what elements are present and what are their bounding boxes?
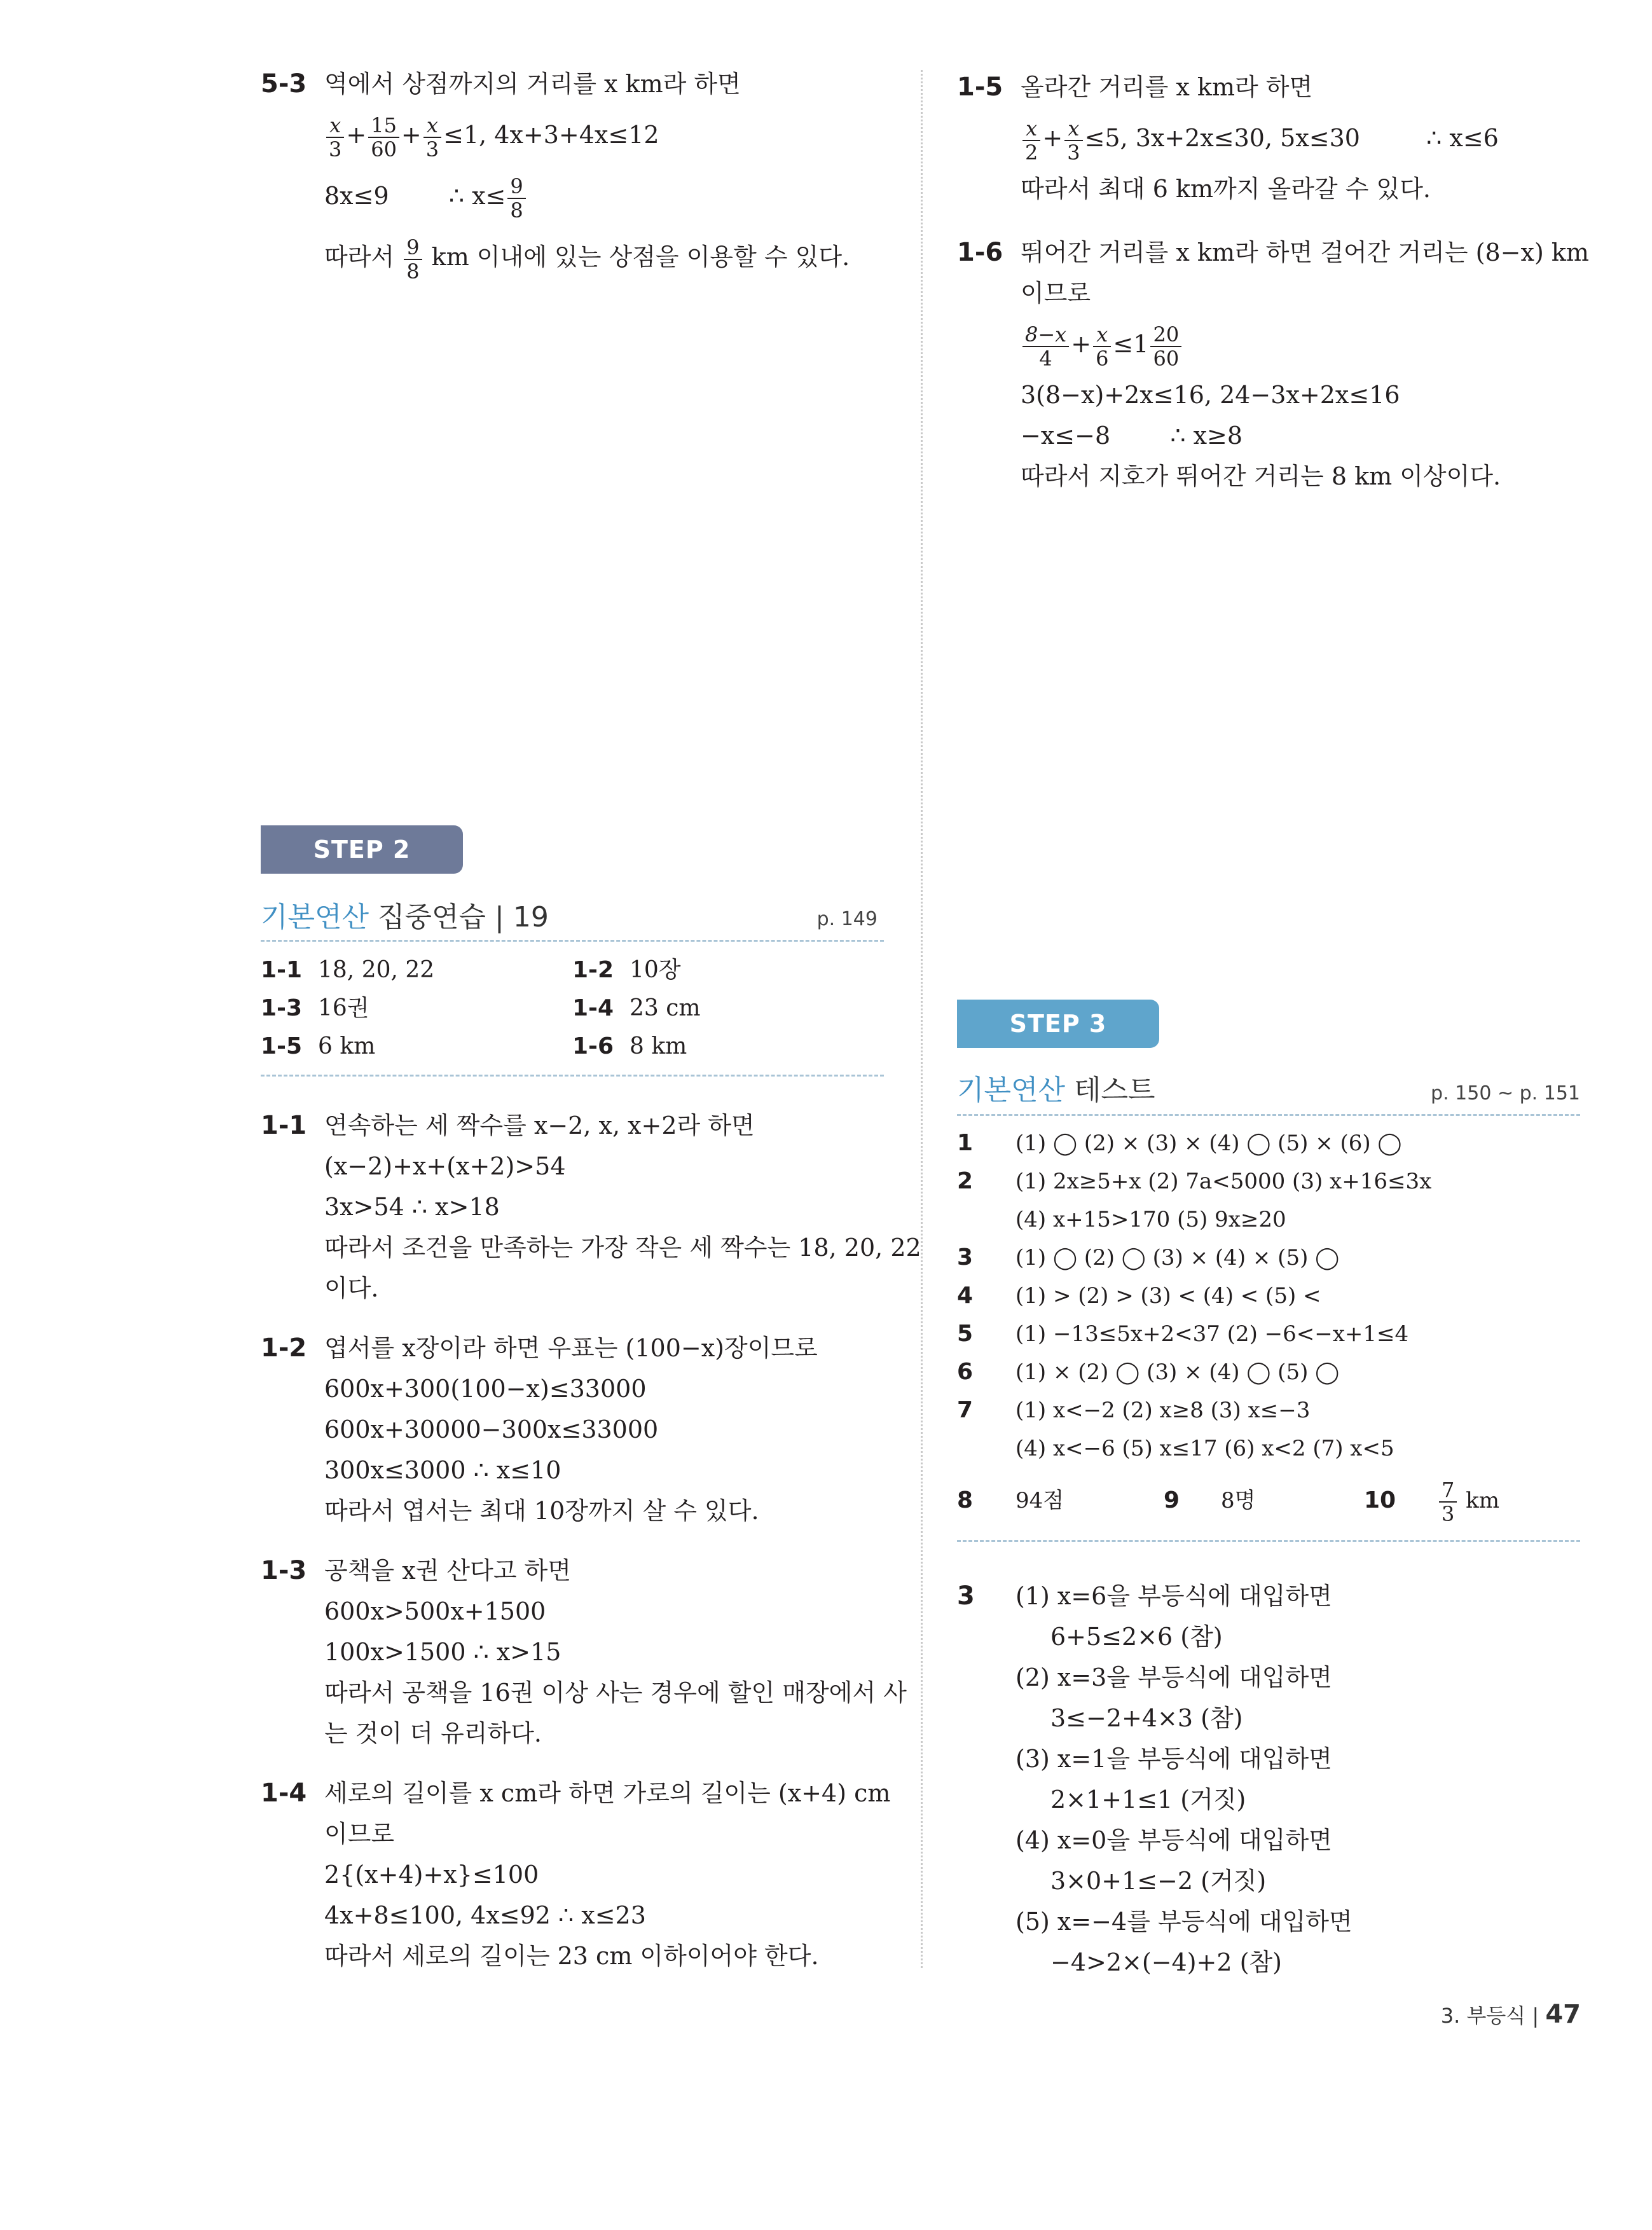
answer-text: (1) × (2) ◯ (3) × (4) ◯ (5) ◯	[1015, 1359, 1340, 1385]
answer-value: 23 cm	[630, 995, 701, 1021]
answer-key: 1-3	[261, 995, 303, 1021]
equation-line: 2{(x+4)+x}≤100	[324, 1861, 539, 1889]
title-rest: 테스트	[1074, 1074, 1155, 1106]
problem-number: 3	[957, 1581, 975, 1611]
equation-line: 3x>54 ∴ x>18	[324, 1193, 500, 1221]
equation-line: $\frac{x}{3}$ + $\frac{15}{60}$ + $\frac{x}{3}$ ≤1, 4x+3+4x≤12	[324, 104, 884, 165]
text-line: 따라서 조건을 만족하는 가장 작은 세 짝수는 18, 20, 22	[324, 1234, 921, 1262]
answer-number: 2	[957, 1168, 974, 1194]
equation-line: 3≤−2+4×3 (참)	[1050, 1704, 1243, 1732]
text-line: 이므로	[324, 1820, 395, 1848]
text-line: 엽서를 x장이라 하면 우표는 (100−x)장이므로	[324, 1334, 818, 1362]
answer-row-8-10	[957, 1475, 1580, 1526]
equation-line: $\frac{8-x}{4}$ + $\frac{x}{6}$ ≤1 $\frac{20}{60}$	[1021, 313, 1580, 375]
answer-text: (1) ◯ (2) × (3) × (4) ◯ (5) × (6) ◯	[1015, 1131, 1402, 1156]
answer-text: 8명	[1221, 1488, 1256, 1513]
equation-part: −x≤−8	[1021, 422, 1111, 450]
answer-text: (1) −13≤5x+2<37 (2) −6<−x+1≤4	[1015, 1321, 1409, 1347]
text-line	[324, 226, 884, 287]
equation-line: 600x>500x+1500	[324, 1597, 546, 1625]
problem-number: 1-4	[261, 1779, 307, 1808]
answer-number: 1	[957, 1130, 974, 1156]
equation-line: 100x>1500 ∴ x>15	[324, 1638, 561, 1666]
answer-text: (1) > (2) > (3) < (4) < (5) <	[1015, 1283, 1321, 1309]
equation-line: 600x+30000−300x≤33000	[324, 1415, 659, 1443]
answer-row	[957, 1277, 1580, 1315]
answer-text	[1437, 1475, 1499, 1526]
answer-text: 94점	[1015, 1488, 1064, 1513]
answer-value: 6 km	[318, 1033, 376, 1059]
text-line: 연속하는 세 짝수를 x−2, x, x+2라 하면	[324, 1112, 755, 1139]
text-line: 역에서 상점까지의 거리를 x km라 하면	[324, 70, 741, 98]
equation-line	[324, 165, 884, 226]
equation-part: ∴ x≤	[448, 182, 506, 210]
answer-number: 8	[957, 1487, 974, 1513]
text-line: 따라서 공책을 16권 이상 사는 경우에 할인 매장에서 사	[324, 1679, 907, 1707]
answer-text: (1) 2x≥5+x (2) 7a<5000 (3) x+16≤3x	[1015, 1169, 1432, 1194]
problem-number: 1-2	[261, 1333, 307, 1363]
fraction: $\frac{20}{60}$	[1150, 323, 1181, 370]
equation-line: $\frac{x}{2}$ + $\frac{x}{3}$ ≤5, 3x+2x≤30, 5x≤30 ∴ x≤6	[1021, 107, 1580, 169]
answer-number: 3	[957, 1244, 974, 1270]
fraction: $\frac{x}{3}$	[1064, 117, 1082, 164]
answer-text: (4) x<−6 (5) x≤17 (6) x<2 (7) x<5	[1015, 1436, 1394, 1461]
answer-number: 9	[1164, 1487, 1180, 1513]
fraction: $\frac{x}{2}$	[1022, 117, 1040, 164]
dashed-rule	[957, 1114, 1580, 1116]
problem-number: 1-6	[957, 238, 1003, 267]
answer-row	[957, 1391, 1580, 1429]
page-number: 47	[1545, 2000, 1581, 2029]
fraction: $\frac{8-x}{4}$	[1022, 323, 1069, 370]
answer-key: 1-5	[261, 1033, 303, 1059]
answer-1-5	[261, 1028, 375, 1066]
answer-number: 6	[957, 1359, 974, 1385]
fraction: $\frac{9}{8}$	[404, 236, 422, 283]
answer-row	[957, 1429, 1580, 1468]
text-line: (4) x=0을 부등식에 대입하면	[1015, 1826, 1332, 1854]
answer-row	[957, 1315, 1580, 1353]
text-line: 따라서 세로의 길이는 23 cm 이하이어야 한다.	[324, 1942, 819, 1970]
equation-line: 4x+8≤100, 4x≤92 ∴ x≤23	[324, 1901, 646, 1929]
equation-part: ≤5, 3x+2x≤30, 5x≤30	[1084, 124, 1360, 152]
dashed-rule	[261, 940, 884, 942]
answer-row	[957, 1239, 1580, 1277]
equation-line: −4>2×(−4)+2 (참)	[1050, 1948, 1282, 1976]
equation-line: 3(8−x)+2x≤16, 24−3x+2x≤16	[1021, 381, 1400, 409]
answer-1-4	[572, 989, 701, 1028]
chapter-label: 3. 부등식 |	[1440, 2004, 1539, 2028]
text-line: 이므로	[1021, 279, 1091, 307]
title-accent: 기본연산	[261, 901, 369, 933]
equation-tail: ≤1, 4x+3+4x≤12	[443, 121, 659, 149]
section-title-step3	[957, 1068, 1155, 1113]
text-line: 이다.	[324, 1274, 379, 1302]
text-line: 공책을 x권 산다고 하면	[324, 1557, 572, 1585]
equation-part: ∴ x≥8	[1170, 422, 1243, 450]
text-part: km 이내에 있는 상점을 이용할 수 있다.	[431, 243, 850, 271]
dashed-rule	[261, 1075, 884, 1077]
text-line: (1) x=6을 부등식에 대입하면	[1015, 1582, 1332, 1610]
answer-key: 1-1	[261, 957, 303, 983]
fraction: $\frac{x}{3}$	[423, 114, 441, 161]
text-part: 따라서	[324, 243, 395, 271]
fraction: $\frac{x}{6}$	[1093, 323, 1111, 370]
equation-line: 300x≤3000 ∴ x≤10	[324, 1456, 561, 1484]
answer-value: 16권	[318, 995, 369, 1021]
equation-line: 600x+300(100−x)≤33000	[324, 1375, 647, 1403]
step3-badge: STEP 3	[957, 1000, 1159, 1048]
problem-number: 1-3	[261, 1556, 307, 1585]
answer-row	[957, 1353, 1580, 1391]
page-reference: p. 149	[816, 908, 878, 930]
answer-row	[957, 1124, 1580, 1162]
equation-line: 3×0+1≤−2 (거짓)	[1050, 1867, 1267, 1895]
text-line: 따라서 엽서는 최대 10장까지 살 수 있다.	[324, 1497, 759, 1525]
equation-line: 2×1+1≤1 (거짓)	[1050, 1786, 1246, 1814]
page-footer	[1441, 2000, 1581, 2029]
text-line: (3) x=1을 부등식에 대입하면	[1015, 1745, 1332, 1773]
dashed-rule	[957, 1540, 1580, 1542]
step2-badge: STEP 2	[261, 825, 463, 874]
problem-number: 5-3	[261, 69, 307, 99]
answer-row	[957, 1201, 1580, 1239]
answer-text: (4) x+15>170 (5) 9x≥20	[1015, 1207, 1286, 1232]
text-line: 따라서 지호가 뛰어간 거리는 8 km 이상이다.	[1021, 462, 1501, 490]
equation-line: 6+5≤2×6 (참)	[1050, 1623, 1223, 1651]
unit: km	[1466, 1488, 1500, 1513]
text-line: (2) x=3을 부등식에 대입하면	[1015, 1663, 1332, 1691]
answer-row	[957, 1162, 1580, 1201]
answer-text: (1) ◯ (2) ◯ (3) × (4) × (5) ◯	[1015, 1245, 1340, 1270]
fraction: $\frac{7}{3}$	[1439, 1478, 1457, 1525]
answer-value: 10장	[630, 957, 681, 983]
answer-value: 8 km	[630, 1033, 687, 1059]
answer-value: 18, 20, 22	[318, 957, 435, 983]
text-line: 세로의 길이를 x cm라 하면 가로의 길이는 (x+4) cm	[324, 1779, 891, 1807]
answer-1-2	[572, 951, 681, 989]
answer-key: 1-2	[572, 957, 614, 983]
title-rest: 집중연습 | 19	[378, 901, 549, 933]
equation-part: ≤1	[1113, 330, 1149, 358]
answer-key: 1-4	[572, 995, 614, 1021]
text-line: 올라간 거리를 x km라 하면	[1021, 73, 1313, 101]
section-title-step2	[261, 895, 549, 940]
answer-1-1	[261, 951, 434, 989]
answer-key: 1-6	[572, 1033, 614, 1059]
fraction: $\frac{15}{60}$	[368, 114, 399, 161]
fraction: $\frac{9}{8}$	[507, 175, 525, 222]
equation-part: 8x≤9	[324, 182, 389, 210]
equation-line	[1021, 415, 1580, 456]
answer-number: 5	[957, 1321, 974, 1347]
title-accent: 기본연산	[957, 1074, 1066, 1106]
page-reference: p. 150 ~ p. 151	[1431, 1082, 1580, 1105]
equation-line: (x−2)+x+(x+2)>54	[324, 1152, 566, 1180]
problem-number: 1-1	[261, 1111, 307, 1140]
answer-1-3	[261, 989, 369, 1028]
answer-number: 7	[957, 1397, 974, 1423]
answer-number: 4	[957, 1283, 974, 1309]
text-line: 따라서 최대 6 km까지 올라갈 수 있다.	[1021, 175, 1431, 203]
text-line: (5) x=−4를 부등식에 대입하면	[1015, 1908, 1353, 1936]
answer-number: 10	[1364, 1487, 1396, 1513]
problem-number: 1-5	[957, 72, 1003, 102]
fraction: $\frac{x}{3}$	[326, 114, 344, 161]
answer-text: (1) x<−2 (2) x≥8 (3) x≤−3	[1015, 1398, 1311, 1423]
answer-1-6	[572, 1028, 687, 1066]
equation-part: ∴ x≤6	[1426, 124, 1499, 152]
text-line: 뛰어간 거리를 x km라 하면 걸어간 거리는 (8−x) km	[1021, 238, 1589, 266]
column-divider	[921, 70, 923, 1968]
text-line: 는 것이 더 유리하다.	[324, 1719, 542, 1747]
